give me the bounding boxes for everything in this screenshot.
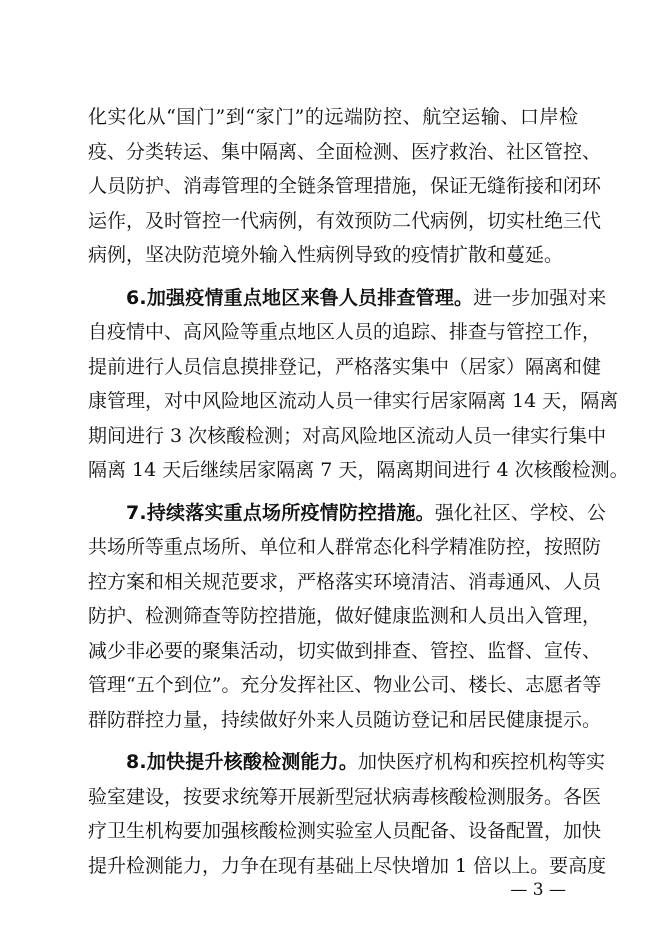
text-line: 隔离 14 天后继续居家隔离 7 天，隔离期间进行 4 次核酸检测。 [88,459,629,481]
paragraph-continued [88,100,602,273]
text-line: 自疫情中、高风险等重点地区人员的追踪、排查与管控工作， [88,321,602,343]
text-line: 提升检测能力，力争在现有基础上尽快增加 1 倍以上。要高度 [88,854,607,877]
text-line: 提前进行人员信息摸排登记，严格落实集中（居家）隔离和健 [88,355,602,378]
text-line: 病例，坚决防范境外输入性病例导致的疫情扩散和蔓延。 [88,244,564,266]
paragraph-8 [88,745,607,883]
text-line: 期间进行 3 次核酸检测；对高风险地区流动人员一律实行集中 [88,424,607,447]
page-number: — 3 — [510,880,566,900]
text-line: 减少非必要的聚集活动，切实做到排查、管控、监督、宣传、 [88,639,602,662]
text-line: 人员防护、消毒管理的全链条管理措施，保证无缝衔接和闭环 [88,175,602,197]
text-line: 康管理，对中风险地区流动人员一律实行居家隔离 14 天，隔离 [88,390,619,412]
text-line: 验室建设，按要求统筹开展新型冠状病毒核酸检测服务。各医 [88,785,602,808]
paragraph-first-line [88,745,606,780]
text-line: 防护、检测筛查等防控措施，做好健康监测和人员出入管理， [88,605,602,627]
paragraph-6 [88,281,629,488]
text-line: 疫、分类转运、集中隔离、全面检测、医疗救治、社区管控、 [88,140,602,163]
text-line: 化实化从“国门”到“家门”的远端防控、航空运输、口岸检 [88,106,578,128]
paragraph-first-line [88,281,607,316]
section-heading-8: 8.加快提升核酸检测能力。 [126,751,359,773]
text-line: 运作，及时管控一代病例，有效预防二代病例，切实杜绝三代 [88,209,602,232]
paragraph-first-text: 加快医疗机构和疾控机构等实 [358,751,606,773]
paragraph-7 [88,496,606,738]
paragraph-first-text: 强化社区、学校、公 [434,501,606,524]
text-line: 共场所等重点场所、单位和人群常态化科学精准防控，按照防 [88,536,602,558]
section-heading-6: 6.加强疫情重点地区来鲁人员排查管理。 [126,286,474,309]
text-line: 管理“五个到位”。充分发挥社区、物业公司、楼长、志愿者等 [88,674,602,696]
text-line: 群防群控力量，持续做好外来人员随访登记和居民健康提示。 [88,708,602,731]
text-line: 控方案和相关规范要求，严格落实环境清洁、消毒通风、人员 [88,570,602,593]
section-heading-7: 7.持续落实重点场所疫情防控措施。 [126,501,435,524]
paragraph-first-text: 进一步加强对来 [473,286,607,309]
body-text [88,100,629,883]
text-line: 疗卫生机构要加强核酸检测实验室人员配备、设备配置，加快 [88,820,602,842]
paragraph-first-line [88,496,606,531]
